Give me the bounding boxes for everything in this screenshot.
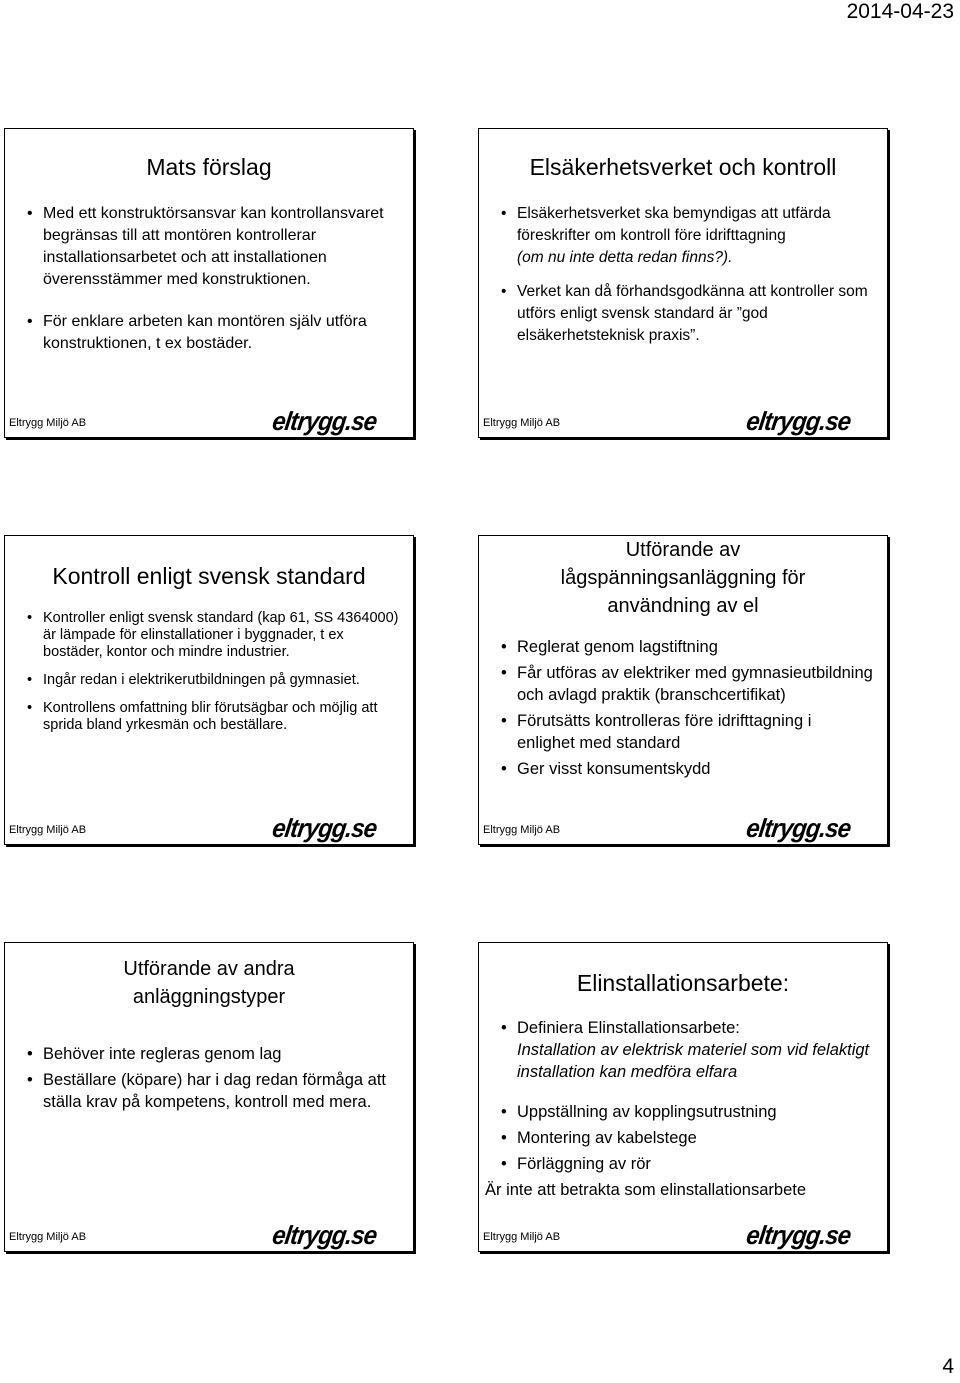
slide-title: Mats förslag: [146, 154, 272, 180]
bullet-item: • Behöver inte regleras genom lag: [27, 1043, 399, 1065]
slide-lagspanningsanlaggning: [478, 535, 888, 845]
bullet-item: • Montering av kabelstege: [501, 1127, 873, 1149]
eltrygg-logo: eltrygg.se: [270, 1220, 379, 1250]
eltrygg-logo: eltrygg.se: [270, 406, 379, 436]
slide-body: [27, 610, 399, 745]
bullet-item: • Uppställning av kopplingsutrustning: [501, 1101, 873, 1123]
bullet-item: • Kontroller enligt svensk standard (kap 61, SS 4364000) är lämpade för elinstallationer i byggnader, t ex bostäder, kontor och mindre industrier.: [27, 610, 399, 661]
slide-mats-forslag: [4, 128, 414, 438]
slide-andra-anlaggningstyper: [4, 942, 414, 1252]
bullet-item: • Verket kan då förhandsgodkänna att kontroller som utförs enligt svensk standard är ”god elsäkerhetsteknisk praxis”.: [501, 281, 873, 347]
bullet-item: • För enklare arbeten kan montören själv utföra konstruktionen, t ex bostäder.: [27, 311, 399, 355]
bullet-item: • Ingår redan i elektrikerutbildningen på gymnasiet.: [27, 672, 399, 689]
slide-body: [501, 636, 873, 784]
bullet-item: • Förutsätts kontrolleras före idrifttagning i enlighet med standard: [501, 710, 873, 754]
slide-title: Utförande av lågspänningsanläggning för användning av el: [560, 539, 806, 617]
bullet-item: • Elsäkerhetsverket ska bemyndigas att utfärda föreskrifter om kontroll före idrifttagning (om nu inte detta redan finns?).: [501, 203, 873, 269]
slide-kontroll-svensk-standard: [4, 535, 414, 845]
footer-company: Eltrygg Miljö AB: [9, 1231, 87, 1243]
bullet-item: • Beställare (köpare) har i dag redan förmåga att ställa krav på kompetens, kontroll med mera.: [27, 1069, 399, 1113]
slide-title: Elinstallationsarbete:: [576, 970, 790, 996]
footer-company: Eltrygg Miljö AB: [9, 824, 87, 836]
bullet-italic-note: (om nu inte detta redan finns?).: [517, 249, 733, 266]
bullet-item: • Med ett konstruktörsansvar kan kontrollansvaret begränsas till att montören kontrollerar installationsarbetet och att installationen överensstämmer med konstruktionen.: [27, 203, 399, 291]
bullet-item: • Kontrollens omfattning blir förutsägbar och möjlig att sprida bland yrkesmän och beställare.: [27, 700, 399, 734]
slide-elsakerhetsverket: [478, 128, 888, 438]
bullet-item: • Definiera Elinstallationsarbete: Installation av elektrisk materiel som vid felaktigt installation kan medföra elfara: [501, 1017, 873, 1083]
eltrygg-logo: eltrygg.se: [744, 1220, 853, 1250]
slide-elinstallationsarbete: [478, 942, 888, 1252]
footer-company: Eltrygg Miljö AB: [483, 824, 561, 836]
footer-company: Eltrygg Miljö AB: [483, 417, 561, 429]
definition-italic: Installation av elektrisk materiel som vid felaktigt installation kan medföra elfara: [517, 1041, 870, 1081]
eltrygg-logo: eltrygg.se: [744, 813, 853, 843]
bullet-item: • Ger visst konsumentskydd: [501, 758, 873, 780]
bullet-item: • Får utföras av elektriker med gymnasieutbildning och avlagd praktik (branschcertifikat): [501, 662, 873, 706]
footer-company: Eltrygg Miljö AB: [483, 1231, 561, 1243]
slide-title: Elsäkerhetsverket och kontroll: [529, 154, 837, 180]
slide-body: [501, 203, 873, 358]
bullet-item: • Reglerat genom lagstiftning: [501, 636, 873, 658]
bullet-item: • Förläggning av rör: [501, 1153, 873, 1175]
eltrygg-logo: eltrygg.se: [744, 406, 853, 436]
slide-body: [27, 203, 399, 361]
slide-body: [27, 1043, 399, 1117]
footer-company: Eltrygg Miljö AB: [9, 417, 87, 429]
page-number: 4: [942, 1355, 954, 1378]
page-date: 2014-04-23: [846, 0, 954, 23]
slide-title: Kontroll enligt svensk standard: [52, 563, 366, 589]
eltrygg-logo: eltrygg.se: [270, 813, 379, 843]
closing-statement: Är inte att betrakta som elinstallationsarbete: [485, 1181, 807, 1199]
slide-title: Utförande av andra anläggningstyper: [123, 958, 295, 1008]
slide-body: [485, 1017, 873, 1201]
